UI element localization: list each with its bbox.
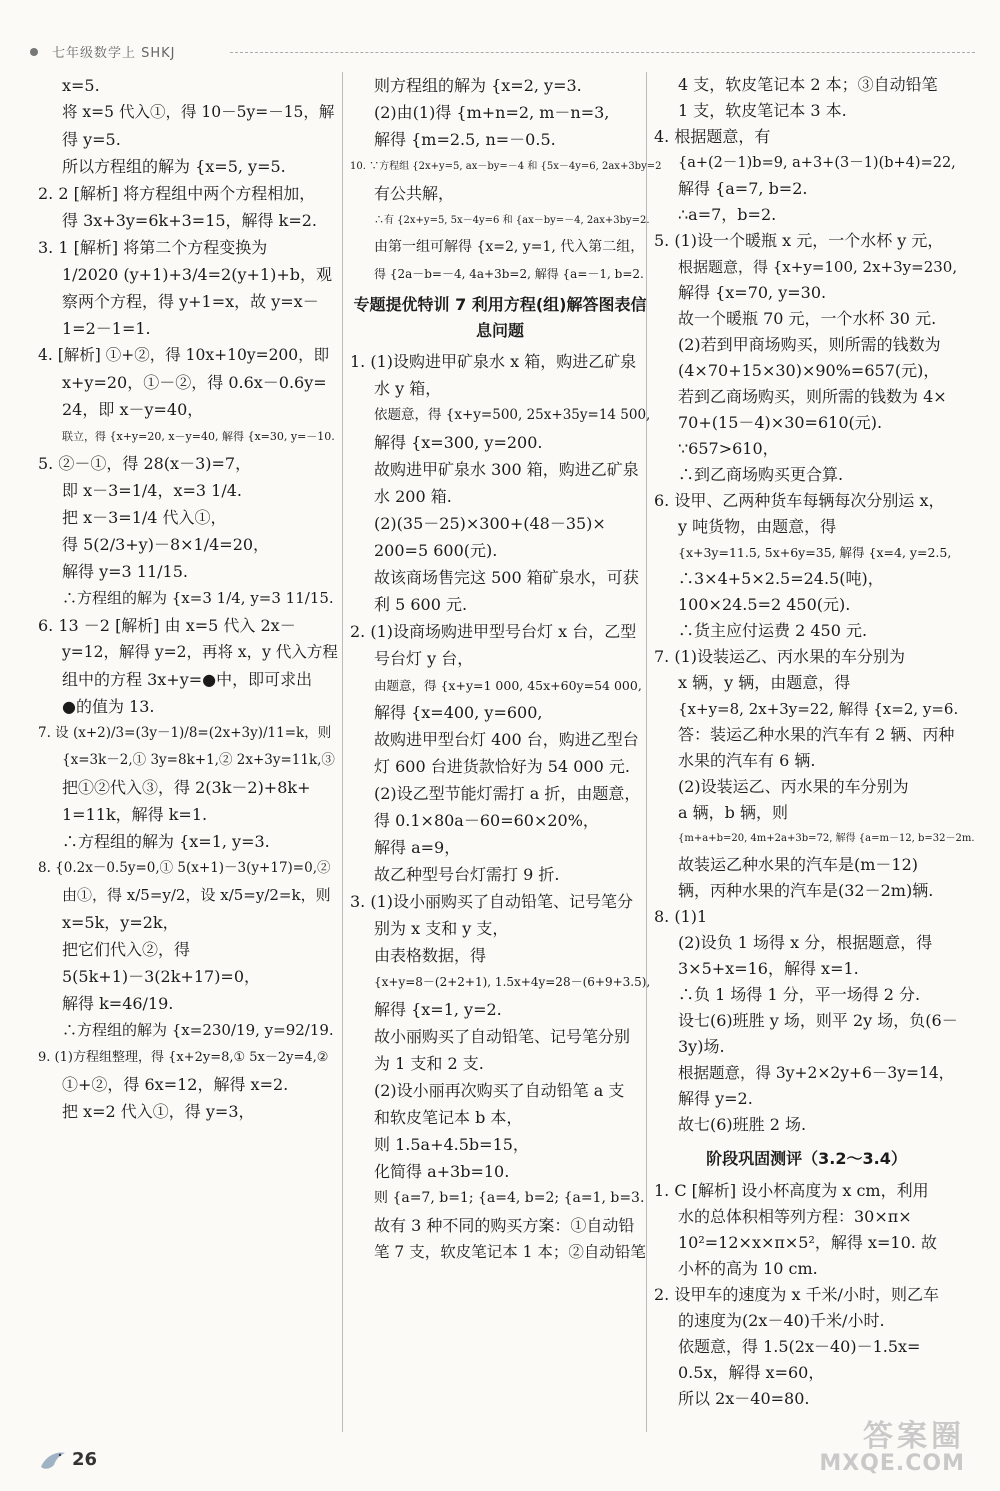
answer-item: 10. ∵方程组 {2x+y=5, ax－by=－4 和 {5x－4y=6, 2ax+3by=2 [350, 161, 662, 172]
answer-item: 6. 设甲、乙两种货车每辆每次分别运 x， [654, 491, 945, 510]
answer-line: 所以方程组的解为 {x=5, y=5. [62, 157, 286, 176]
answer-line: 水 200 箱. [374, 487, 452, 506]
answer-line: {a+(2－1)b=9, a+3+(3－1)(b+4)=22, [678, 155, 956, 171]
answer-line: ∴货主应付运费 2 450 元. [678, 621, 868, 640]
answer-line: 依题意，得 1.5(2x－40)－1.5x= [678, 1337, 921, 1356]
answer-line: 由第一组可解得 {x=2, y=1, 代入第二组， [374, 239, 645, 255]
answer-line: 根据题意，得 3y+2×2y+6－3y=14， [678, 1064, 955, 1082]
answer-item: 9. (1)方程组整理，得 {x+2y=8,① 5x－2y=4,② [38, 1050, 329, 1065]
answer-line: x+y=20，①－②，得 0.6x－0.6y= [62, 373, 327, 392]
answer-line: {x+3y=11.5, 5x+6y=35, 解得 {x=4, y=2.5, [678, 545, 952, 560]
answer-item: 4. [解析] ①+②，得 10x+10y=200，即 [38, 346, 330, 364]
answer-line: 的速度为(2x－40)千米/小时. [678, 1311, 885, 1330]
answer-line: 5(5k+1)－3(2k+17)=0， [62, 967, 261, 986]
answer-line: 根据题意，得 {x+y=100, 2x+3y=230, [678, 258, 958, 276]
answer-item: 7. (1)设装运乙、丙水果的车分别为 [654, 647, 906, 666]
answer-line: 把①②代入③，得 2(3k－2)+8k+ [62, 778, 311, 797]
answer-line: ∴方程组的解为 {x=1, y=3. [62, 832, 270, 851]
answer-item: 7. 设 (x+2)/3=(3y－1)/8=(2x+3y)/11=k，则 [38, 725, 332, 741]
answer-line: 号台灯 y 台， [374, 649, 474, 668]
answer-line: 1=11k，解得 k=1. [62, 805, 208, 824]
answer-line: ∴到乙商场购买更合算. [678, 465, 844, 484]
answer-line: 把 x=2 代入①，得 y=3， [62, 1102, 255, 1121]
answer-line: 察两个方程，得 y+1=x，故 y=x－ [62, 292, 319, 311]
answer-line: 解得 y=3 11/15. [62, 562, 188, 581]
watermark [745, 1411, 975, 1481]
answer-line: 解得 {x=70, y=30. [678, 283, 827, 302]
answer-line: 解得 a=9， [374, 838, 461, 857]
watermark-line-1: 答案圈 [863, 1419, 965, 1454]
answer-item: 4. 根据题意，有 [654, 127, 771, 146]
column-divider-1 [342, 72, 343, 1432]
answer-line: ∴方程组的解为 {x=230/19, y=92/19. [62, 1021, 334, 1039]
answer-line: 小杯的高为 10 cm. [678, 1259, 818, 1278]
answer-line: 由表格数据，得 [374, 946, 487, 965]
answer-line: 水的总体积相等列方程：30×π× [678, 1207, 912, 1226]
watermark-line-2: MXQE.COM [819, 1451, 965, 1476]
page-number: 26 [72, 1449, 98, 1470]
answer-line: y=12，解得 y=2，再将 x，y 代入方程 [62, 643, 338, 661]
answer-line: 解得 {m=2.5, n=－0.5. [374, 130, 556, 149]
answer-item: 1. C [解析] 设小杯高度为 x cm，利用 [654, 1181, 929, 1200]
answer-line: {x=3k－2,① 3y=8k+1,② 2x+3y=11k,③ [62, 752, 335, 768]
answer-line: {x+y=8, 2x+3y=22, 解得 {x=2, y=6. [678, 700, 959, 718]
answer-line: (2)设乙型节能灯需打 a 折，由题意， [374, 784, 641, 803]
answer-line: 为 1 支和 2 支. [374, 1054, 484, 1073]
header-divider [230, 52, 975, 53]
answer-line: 故七(6)班胜 2 场. [678, 1115, 807, 1134]
answer-line: 24，即 x－y=40， [62, 400, 204, 419]
answer-line: (2)设装运乙、丙水果的车分别为 [678, 777, 909, 796]
answer-line: 灯 600 台进货款恰好为 54 000 元. [374, 757, 630, 776]
answer-item: 6. 13 －2 [解析] 由 x=5 代入 2x－ [38, 616, 296, 635]
answer-item: 8. (1)1 [654, 907, 708, 926]
answer-line: 别为 x 支和 y 支， [374, 919, 509, 938]
answer-line: 解得 {a=7, b=2. [678, 179, 808, 198]
answer-line: 100×24.5=2 450(元). [678, 595, 851, 614]
answer-line: (4×70+15×30)×90%=657(元)， [678, 361, 940, 380]
answer-line: ∴方程组的解为 {x=3 1/4, y=3 11/15. [62, 589, 334, 607]
answer-line: 由题意，得 {x+y=1 000, 45x+60y=54 000, [374, 678, 642, 693]
answer-line: (2)设小丽再次购买了自动铅笔 a 支 [374, 1081, 625, 1100]
answer-line: 1 支，软皮笔记本 3 本. [678, 101, 847, 120]
answer-line: 把 x－3=1/4 代入①， [62, 508, 227, 527]
answer-line: (2)(35－25)×300+(48－35)× [374, 514, 606, 533]
answer-line: 即 x－3=1/4，x=3 1/4. [62, 481, 242, 500]
answer-line: (2)设负 1 场得 x 分，根据题意，得 [678, 933, 933, 952]
answer-item: 5. (1)设一个暖瓶 x 元，一个水杯 y 元， [654, 231, 944, 250]
answer-line: 故购进甲型台灯 400 台，购进乙型台 [374, 730, 639, 749]
answer-line: 1=2－1=1. [62, 319, 151, 338]
answer-column-3 [654, 72, 975, 1412]
answer-line: 则方程组的解为 {x=2, y=3. [374, 76, 582, 95]
answer-column-2 [350, 72, 662, 1266]
answer-item: 8. {0.2x－0.5y=0,① 5(x+1)－3(y+17)=0,② [38, 860, 331, 876]
answer-line: 把它们代入②，得 [62, 940, 191, 959]
answer-line: 解得 {x=400, y=600, [374, 703, 543, 722]
answer-line: 1/2020 (y+1)+3/4=2(y+1)+b，观 [62, 265, 332, 284]
answer-line: 解得 {x=1, y=2. [374, 1000, 502, 1019]
answer-line: ∴负 1 场得 1 分，平一场得 2 分. [678, 985, 921, 1004]
section-title: 专题提优特训 7 利用方程(组)解答图表信息问题 [353, 295, 647, 340]
answer-line: 故一个暖瓶 70 元，一个水杯 30 元. [678, 309, 937, 328]
header-text: 七年级数学上 SHKJ [52, 46, 176, 61]
answer-line: 则 {a=7, b=1; {a=4, b=2; {a=1, b=3. [374, 1190, 645, 1206]
answer-line: 得 5(2/3+y)－8×1/4=20， [62, 535, 270, 554]
answer-line: 故有 3 种不同的购买方案：①自动铅 [374, 1216, 635, 1235]
answer-line: ∵657>610， [678, 439, 779, 458]
answer-line: 故装运乙种水果的汽车是(m－12) [678, 855, 919, 874]
answer-line: x=5k，y=2k， [62, 913, 179, 932]
answer-line: 70+(15－4)×30=610(元). [678, 413, 883, 432]
answer-line: 故小丽购买了自动铅笔、记号笔分别 [374, 1027, 631, 1046]
dolphin-logo-icon [38, 1445, 68, 1475]
answer-line: {x+y=8－(2+2+1), 1.5x+4y=28－(6+9+3.5), [374, 975, 651, 989]
answer-line: 辆，丙种水果的汽车是(32－2m)辆. [678, 881, 934, 900]
header-bullet-icon [30, 48, 38, 56]
answer-line: ①+②，得 6x=12，解得 x=2. [62, 1075, 289, 1094]
answer-line: (2)由(1)得 {m+n=2, m－n=3, [374, 103, 610, 122]
answer-line: 所以 2x－40=80. [678, 1389, 810, 1408]
answer-line: 笔 7 支，软皮笔记本 1 本；②自动铅笔 [374, 1243, 646, 1261]
answer-line: x 辆，y 辆，由题意，得 [678, 673, 851, 692]
page-number-block [38, 1445, 108, 1485]
answer-line: a 辆，b 辆，则 [678, 803, 788, 822]
answer-line: 水果的汽车有 6 辆. [678, 751, 816, 770]
answer-line: 4 支，软皮笔记本 2 本；③自动铅笔 [678, 75, 938, 94]
answer-line: 若到乙商场购买，则所需的钱数为 4× [678, 387, 947, 406]
answer-line: (2)若到甲商场购买，则所需的钱数为 [678, 335, 941, 354]
answer-line: 解得 y=2. [678, 1089, 753, 1108]
answer-line: 依题意，得 {x+y=500, 25x+35y=14 500, [374, 407, 651, 423]
answer-line: 有公共解， [374, 184, 455, 203]
answer-item: 3. (1)设小丽购买了自动铅笔、记号笔分 [350, 892, 634, 911]
answer-line: 得 3x+3y=6k+3=15，解得 k=2. [62, 211, 318, 230]
answer-line: 解得 {x=300, y=200. [374, 433, 543, 452]
answer-line: 3y)场. [678, 1037, 725, 1056]
answer-line: 得 y=5. [62, 130, 121, 149]
answer-item: 2. 设甲车的速度为 x 千米/小时，则乙车 [654, 1285, 939, 1304]
answer-line: 将 x=5 代入①，得 10－5y=－15，解 [62, 103, 335, 121]
answer-line: 答：装运乙种水果的汽车有 2 辆、丙种 [678, 725, 955, 744]
answer-line: 联立，得 {x+y=20, x－y=40, 解得 {x=30, y=－10. [62, 430, 335, 443]
answer-line: 得 {2a－b=－4, 4a+3b=2, 解得 {a=－1, b=2. [374, 267, 644, 281]
answer-line: y 吨货物，由题意，得 [678, 517, 837, 536]
answer-line: 和软皮笔记本 b 本， [374, 1108, 523, 1127]
answer-line: ∴有 {2x+y=5, 5x－4y=6 和 {ax－by=－4, 2ax+3by=2. [374, 215, 650, 226]
page-header [30, 42, 975, 62]
answer-line: 解得 k=46/19. [62, 994, 174, 1013]
answer-line: 0.5x，解得 x=60， [678, 1363, 825, 1382]
answer-line: 故乙种型号台灯需打 9 折. [374, 865, 560, 884]
answer-item: 3. 1 [解析] 将第二个方程变换为 [38, 238, 268, 257]
answer-line: 组中的方程 3x+y=●中，即可求出 [62, 670, 313, 689]
answer-line: 则 1.5a+4.5b=15， [374, 1135, 529, 1154]
answer-line: ∴a=7，b=2. [678, 205, 777, 224]
answer-line: 化简得 a+3b=10. [374, 1162, 510, 1181]
answer-line: ∴3×4+5×2.5=24.5(吨)， [678, 569, 884, 588]
answer-column-1 [38, 72, 338, 1125]
answer-item: 5. ②－①，得 28(x－3)=7， [38, 454, 252, 473]
answer-line: 由①，得 x/5=y/2，设 x/5=y/2=k，则 [62, 886, 331, 904]
answer-item: 2. (1)设商场购进甲型号台灯 x 台，乙型 [350, 622, 637, 641]
answer-line: {m+a+b=20, 4m+2a+3b=72, 解得 {a=m－12, b=32－2m. [678, 833, 975, 844]
answer-line: x=5. [62, 76, 100, 95]
answer-line: ●的值为 13. [62, 697, 155, 716]
section-title: 阶段巩固测评（3.2～3.4） [706, 1149, 907, 1168]
answer-line: 设七(6)班胜 y 场，则平 2y 场，负(6－ [678, 1011, 958, 1030]
answer-line: 得 0.1×80a－60=60×20%， [374, 811, 599, 830]
answer-line: 利 5 600 元. [374, 595, 468, 614]
answer-item: 1. (1)设购进甲矿泉水 x 箱，购进乙矿泉 [350, 352, 637, 371]
answer-line: 故该商场售完这 500 箱矿泉水，可获 [374, 568, 639, 587]
answer-item: 2. 2 [解析] 将方程组中两个方程相加， [38, 184, 316, 203]
answer-line: 10²=12×x×π×5²，解得 x=10. 故 [678, 1233, 937, 1252]
answer-line: 水 y 箱， [374, 379, 442, 398]
answer-line: 3×5+x=16，解得 x=1. [678, 959, 859, 978]
answer-line: 200=5 600(元). [374, 541, 498, 560]
answer-line: 故购进甲矿泉水 300 箱，购进乙矿泉 [374, 460, 639, 479]
